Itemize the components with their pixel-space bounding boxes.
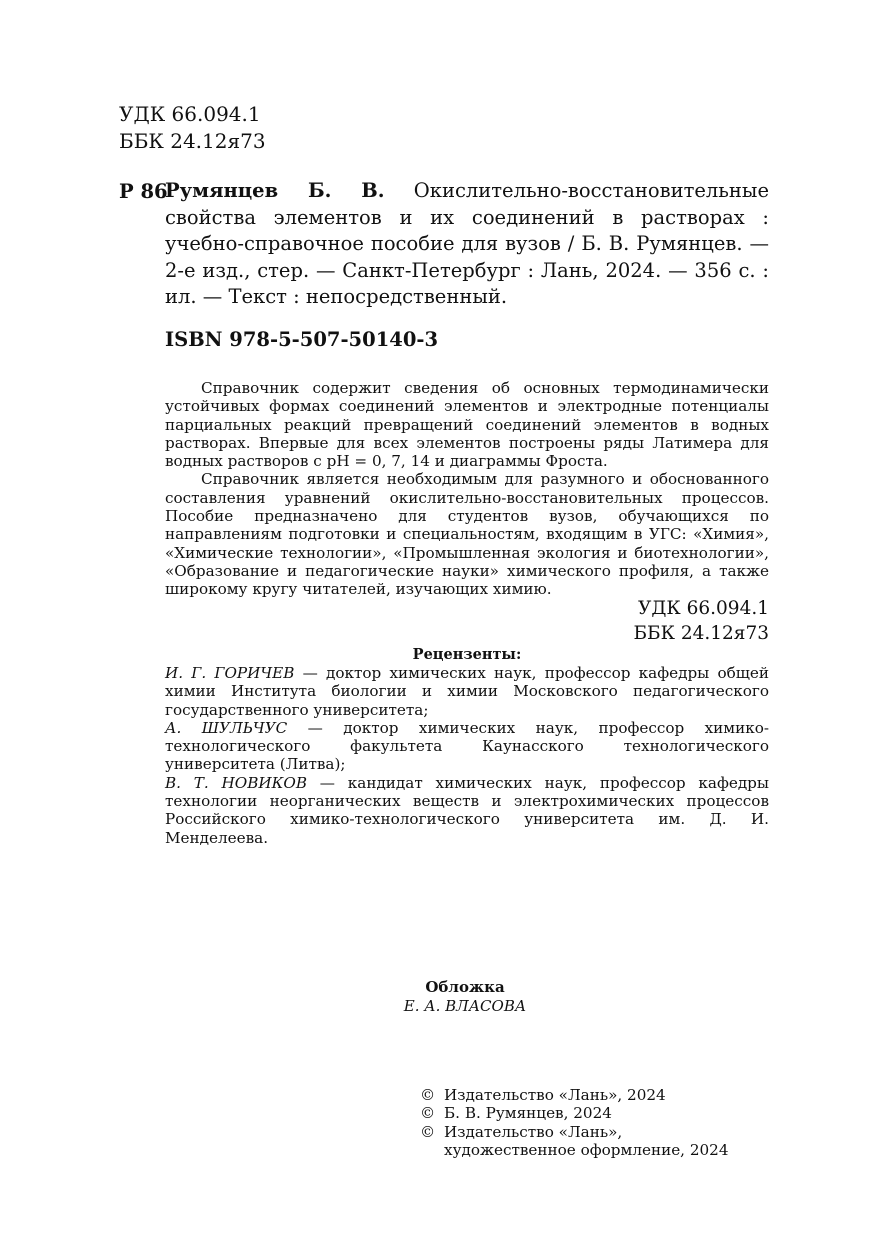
annotation (165, 379, 769, 599)
copyright-block (420, 1086, 729, 1159)
reviewer-details: — доктор химических наук, профессор кафедры общей химии Института биологии и химии Московского педагогического государственного университета; (165, 664, 769, 719)
isbn: ISBN 978-5-507-50140-3 (165, 328, 439, 351)
reviewer-entry (165, 774, 769, 847)
author-name: Румянцев Б. В. (165, 179, 385, 202)
cover-designer-name: Е. А. ВЛАСОВА (403, 997, 527, 1015)
copyright-icon: © (420, 1122, 436, 1141)
classification-codes (119, 101, 266, 155)
copyright-icon: © (420, 1086, 436, 1104)
reviewer-entry (165, 719, 769, 774)
bibliographic-description: Окислительно-восстановительные свойства элементов и их соединений в растворах : учебно-справочное пособие для вузов / Б. В. Румянцев. — 2-е изд., стер. — Санкт-Петербург : Лань, 2024. — 356 с. : ил. — Текст : непосредственный. (165, 179, 769, 308)
copyright-line (420, 1123, 729, 1141)
reviewers-list (165, 664, 769, 847)
copyright-icon: © (420, 1104, 436, 1123)
reviewers-heading: Рецензенты: (412, 646, 522, 663)
reviewer-details: — доктор химических наук, профессор химико-технологического факультета Каунасского технологического университета (Литва); (165, 718, 769, 774)
annotation-paragraph: Справочник является необходимым для разумного и обоснованного составления уравнений окислительно-восстановительных процессов. Пособие предназначено для студентов вузов, обучающихся по направлениям подготовки и специальностям, входящим в УГС: «Химия», «Химические технологии», «Промышленная экология и биотехнологии», «Образование и педагогические науки» химического профиля, а также широкому кругу читателей, изучающих химию. (165, 470, 769, 599)
annotation-paragraph: Справочник содержит сведения об основных термодинамически устойчивых формах соединений элементов и электродные потенциалы парциальных реакций превращений соединений элементов в водных растворах. Впервые для всех элементов построены ряды Латимера для водных растворов с pH = 0, 7, 14 и диаграммы Фроста. (165, 379, 769, 471)
reviewer-name: В. Т. НОВИКОВ (165, 773, 307, 792)
bbk-code: ББК 24.12я73 (633, 622, 769, 644)
udk-code: УДК 66.094.1 (119, 102, 261, 126)
cover-credit-title: Обложка (425, 978, 505, 996)
copyright-text: художественное оформление, 2024 (444, 1140, 729, 1159)
author-sign: Р 86 (119, 180, 168, 203)
reviewer-name: И. Г. ГОРИЧЕВ (165, 664, 295, 682)
reviewer-details: — кандидат химических наук, профессор кафедры технологии неорганических веществ и электрохимических процессов Российского химико-технологического университета им. Д. И. Менделеева. (165, 773, 769, 847)
copyright-text: Издательство «Лань», 2024 (444, 1086, 666, 1104)
copyright-line (420, 1141, 729, 1159)
copyright-line (420, 1086, 729, 1104)
bibliographic-record (165, 178, 769, 311)
footer-classification-codes (633, 597, 769, 646)
reviewer-entry (165, 664, 769, 719)
copyright-text: Б. В. Румянцев, 2024 (444, 1104, 612, 1123)
cover-credit (310, 978, 620, 1016)
copyright-line (420, 1104, 729, 1122)
udk-code: УДК 66.094.1 (638, 598, 769, 619)
copyright-text: Издательство «Лань», (444, 1122, 623, 1141)
bbk-code: ББК 24.12я73 (119, 129, 266, 153)
reviewer-name: А. ШУЛЬЧУС (165, 718, 288, 737)
